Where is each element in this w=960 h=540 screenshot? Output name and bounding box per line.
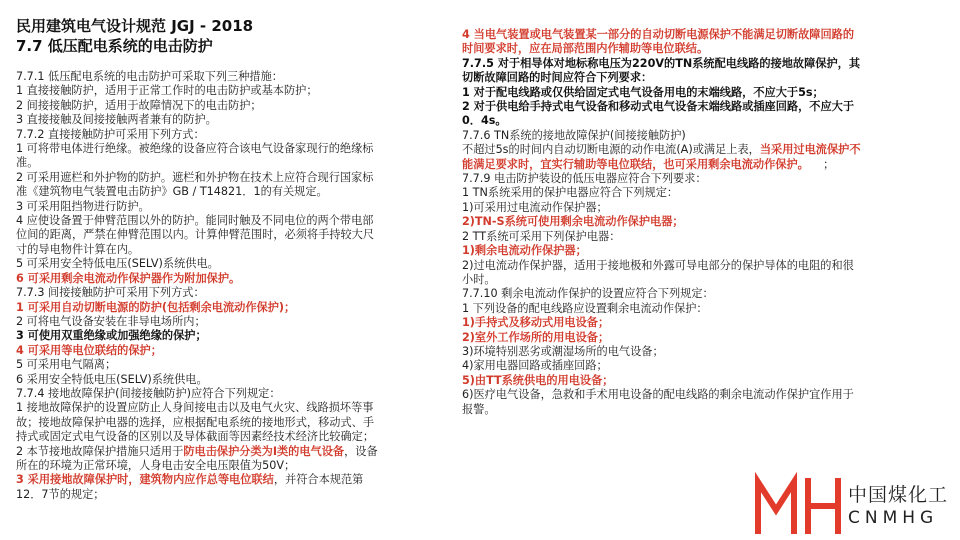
clause-line: 位间的距离，严禁在伸臂范围以内。计算伸臂范围时，必须将手持较大尺 <box>16 228 375 242</box>
clause-line: 1 接地故障保护的设置应防止人身间接电击以及电气火灾、线路损坏等事 <box>16 401 374 415</box>
clause-line: 7.7.9 电击防护装设的低压电器应符合下列要求： <box>462 172 707 186</box>
clause-line <box>462 158 942 172</box>
clause-line: 1)手持式及移动式用电设备； <box>462 316 610 330</box>
clause-line: 7.7.2 直接接触防护可采用下列方式： <box>16 127 205 141</box>
clause-line: 7.7.6 TN系统的接地故障保护(间接接触防护) <box>462 128 686 142</box>
clause-line: 故；接地故障保护电器的选择，应根据配电系统的接地形式，移动式、手 <box>16 415 375 429</box>
clause-line: 6)医疗电气设备，急救和手术用电设备的配电线路的剩余电流动作保护宜作用于 <box>462 388 854 402</box>
clause-line: 12．7节的规定； <box>16 487 105 501</box>
logo-mark-icon <box>752 472 844 538</box>
clause-line: 3 可使用双重绝缘或加强绝缘的保护； <box>16 329 207 343</box>
clause-line: 4 可采用等电位联结的保护； <box>16 343 162 357</box>
clause-line: 4)家用电器回路或插座回路； <box>462 359 608 373</box>
clause-line: 7.7.1 低压配电系统的电击防护可采取下列三种措施： <box>16 70 283 83</box>
clause-line <box>462 143 942 157</box>
clause-line: 准。 <box>16 156 39 170</box>
clause-line: 时间要求时，应在局部范围内作辅助等电位联结。 <box>462 42 709 56</box>
clause-highlight: 3 采用接地故障保护时，建筑物内应作总等电位联结 <box>16 473 274 487</box>
clause-line: 1 对于配电线路或仅供给固定式电气设备用电的末端线路，不应大于5s； <box>462 85 824 99</box>
clause-line: 3)环境特别恶劣或潮湿场所的电气设备； <box>462 344 664 358</box>
clause-line: 7.7.3 间接接触防护可采用下列方式： <box>16 286 205 300</box>
clause-highlight: 防电击保护分类为I类的电气设备 <box>183 444 345 458</box>
clause-line: 准《建筑物电气装置电击防护》GB / T14821．1的有关规定。 <box>16 185 328 199</box>
clause-line: 5 可采用安全特低电压(SELV)系统供电。 <box>16 257 219 271</box>
section-title: 7.7 低压配电系统的电击防护 <box>16 37 213 55</box>
clause-line: 2 可将电气设备安装在非导电场所内； <box>16 314 206 328</box>
company-logo <box>752 472 958 538</box>
clause-line: 0．4s。 <box>462 114 507 128</box>
clause-line: 6 采用安全特低电压(SELV)系统供电。 <box>16 372 208 386</box>
clause-line: 2)过电流动作保护器，适用于接地极和外露可导电部分的保护导体的电阻的和很 <box>462 258 854 272</box>
clause-line: 2)TN-S系统可使用剩余电流动作保护电器； <box>462 215 684 229</box>
clause-line: 2 对于供电给手持式电气设备和移动式电气设备末端线路或插座回路，不应大于 <box>462 100 855 114</box>
clause-line: 7.7.10 剩余电流动作保护的设置应符合下列规定： <box>462 287 714 301</box>
clause-highlight: 能满足要求时，宜实行辅助等电位联结，也可采用剩余电流动作保护。 <box>462 157 809 171</box>
clause-line <box>16 473 448 487</box>
clause-line: 寸的导电物件计算在内。 <box>16 242 140 256</box>
clause-text: 2 本节接地故障保护措施只适用于 <box>16 444 184 458</box>
clause-line: 1 可将带电体进行绝缘。被绝缘的设备应符合该电气设备家现行的绝缘标 <box>16 142 374 156</box>
clause-line: 2 TT系统可采用下列保护电器： <box>462 229 621 243</box>
clause-line: 3 直接接触及间接接触两者兼有的防护。 <box>16 113 217 127</box>
clause-line: 持式或固定式电气设备的区别以及导体截面等因素经技术经济比较确定； <box>16 430 375 444</box>
clause-line: 切断故障回路的时间应符合下列要求： <box>462 71 653 85</box>
clause-line: 4 应使设备置于伸臂范围以外的防护。能同时触及不同电位的两个带电部 <box>16 214 374 228</box>
clause-line: 2 间接接触防护，适用于故障情况下的电击防护； <box>16 98 262 112</box>
left-column <box>16 16 448 540</box>
logo-name-cn: 中国煤化工 <box>848 484 949 506</box>
document-title: 民用建筑电气设计规范 JGJ - 2018 <box>16 17 254 35</box>
clause-line: 7.7.4 接地故障保护(间接接触防护)应符合下列规定： <box>16 386 281 400</box>
clause-text: ； <box>823 157 835 171</box>
clause-line: 1)剩余电流动作保护器； <box>462 244 587 258</box>
clause-line: 小时。 <box>462 272 496 286</box>
clause-text: ，设备 <box>344 444 378 458</box>
clause-line: 2)室外工作场所的用电设备； <box>462 330 610 344</box>
clause-line: 4 当电气装置或电气装置某一部分的自动切断电源保护不能满足切断故障回路的 <box>462 28 855 41</box>
clause-line: 7.7.5 对于相导体对地标称电压为220V的TN系统配电线路的接地故障保护，其 <box>462 56 861 70</box>
clause-line: 5)由TT系统供电的用电设备； <box>462 373 614 387</box>
clause-line <box>16 445 448 459</box>
clause-line: 所在的环境为正常环境，人身电击安全电压限值为50V； <box>16 458 296 472</box>
clause-line: 1)可采用过电流动作保护器； <box>462 200 608 214</box>
clause-line: 2 可采用遮栏和外护物的防护。遮栏和外护物在技术上应符合现行国家标 <box>16 170 374 184</box>
clause-text: 不超过5s的时间内自动切断电源的动作电流(A)或满足上表， <box>462 143 760 157</box>
clause-line: 1 可采用自动切断电源的防护(包括剩余电流动作保护)； <box>16 300 296 314</box>
clause-text: ，并符合本规范第 <box>273 473 364 487</box>
clause-line: 1 下列设备的配电线路应设置剩余电流动作保护： <box>462 301 708 315</box>
clause-line: 3 可采用阻挡物进行防护。 <box>16 199 150 213</box>
clause-line: 报警。 <box>462 402 496 416</box>
clause-highlight: 当采用过电流保护不 <box>759 143 861 157</box>
clause-line: 1 TN系统采用的保护电器应符合下列规定： <box>462 186 679 200</box>
right-column <box>462 28 942 540</box>
logo-name-en: CNMHG <box>848 508 939 528</box>
left-clauses <box>16 70 448 445</box>
clause-line: 1 直接接触防护，适用于正常工作时的电击防护或基本防护； <box>16 84 318 98</box>
clause-line: 6 可采用剩余电流动作保护器作为附加保护。 <box>16 271 241 285</box>
clause-line: 5 可采用电气隔离； <box>16 358 117 372</box>
